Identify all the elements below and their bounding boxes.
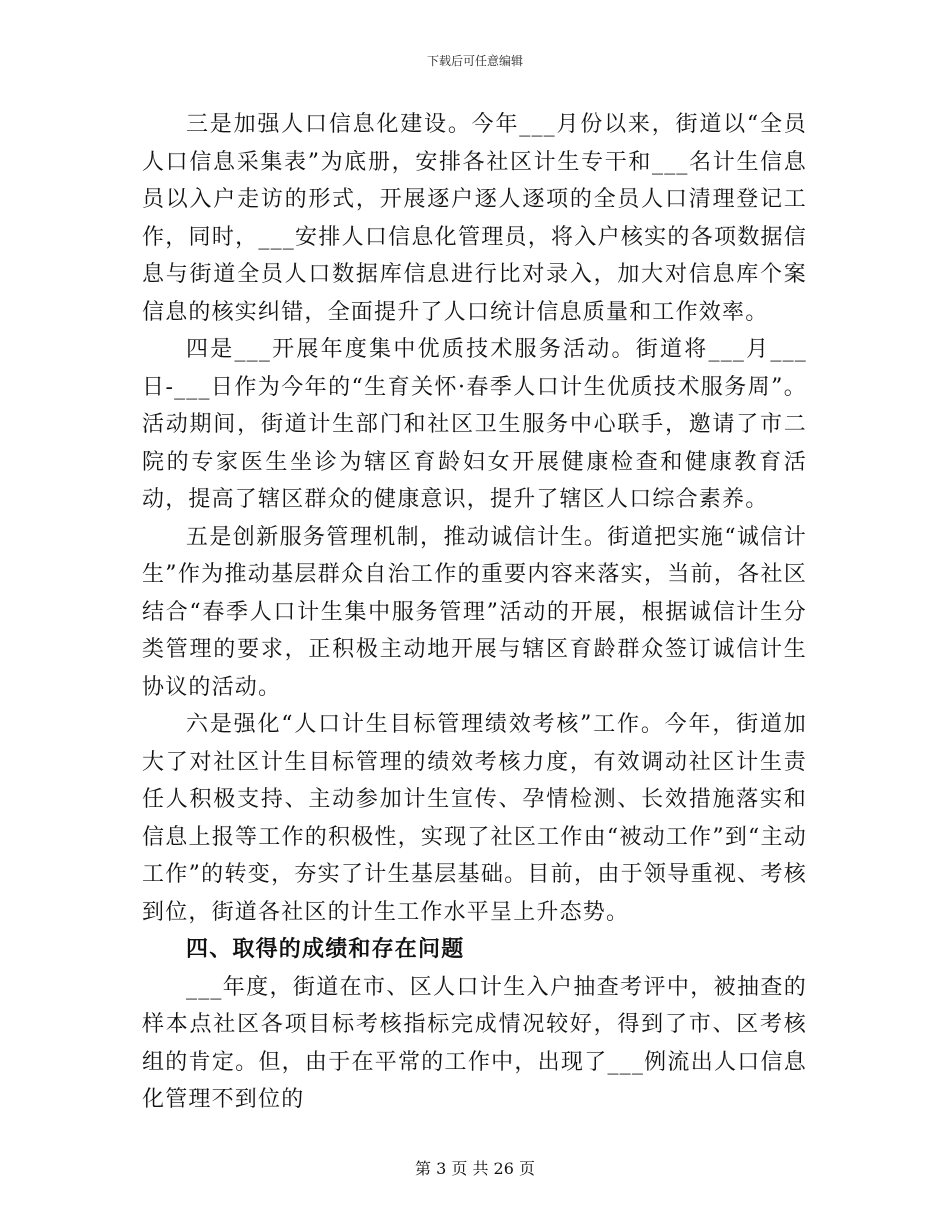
- paragraph-6: 六是强化“人口计生目标管理绩效考核”工作。今年，街道加大了对社区计生目标管理的绩效考核力度，有效调动社区计生责任人积极支持、主动参加计生宣传、孕情检测、长效措施落实和信息上报等工作的积极性，实现了社区工作由“被动工作”到“主动工作”的转变，夯实了计生基层基础。目前，由于领导重视、考核到位，街道各社区的计生工作水平呈上升态势。: [142, 712, 807, 925]
- page-footer: 第 3 页 共 26 页: [415, 1159, 535, 1178]
- paragraph-4: 四是___开展年度集中优质技术服务活动。街道将___月___日-___日作为今年的“生育关怀·春季人口计生优质技术服务周”。活动期间，街道计生部门和社区卫生服务中心联手，邀请了市二院的专家医生坐诊为辖区育龄妇女开展健康检查和健康教育活动，提高了辖区群众的健康意识，提升了辖区人口综合素养。: [142, 337, 807, 512]
- paragraph-results: ___年度，街道在市、区人口计生入户抽查考评中，被抽查的样本点社区各项目标考核指标完成情况较好，得到了市、区考核组的肯定。但，由于在平常的工作中，出现了___例流出人口信息化管理不到位的: [142, 974, 807, 1112]
- paragraph-5: 五是创新服务管理机制，推动诚信计生。街道把实施“诚信计生”作为推动基层群众自治工作的重要内容来落实，当前，各社区结合“春季人口计生集中服务管理”活动的开展，根据诚信计生分类管理的要求，正积极主动地开展与辖区育龄群众签订诚信计生协议的活动。: [142, 524, 807, 700]
- paragraph-3: 三是加强人口信息化建设。今年___月份以来，街道以“全员人口信息采集表”为底册，安排各社区计生专干和___名计生信息员以入户走访的形式，开展逐户逐人逐项的全员人口清理登记工作，同时，___安排人口信息化管理员，将入户核实的各项数据信息与街道全员人口数据库信息进行比对录入，加大对信息库个案信息的核实纠错，全面提升了人口统计信息质量和工作效率。: [142, 112, 807, 325]
- document-body: [142, 106, 807, 1119]
- section-heading: 四、取得的成绩和存在问题: [186, 937, 465, 962]
- page-header: 下载后可任意编辑: [426, 54, 523, 68]
